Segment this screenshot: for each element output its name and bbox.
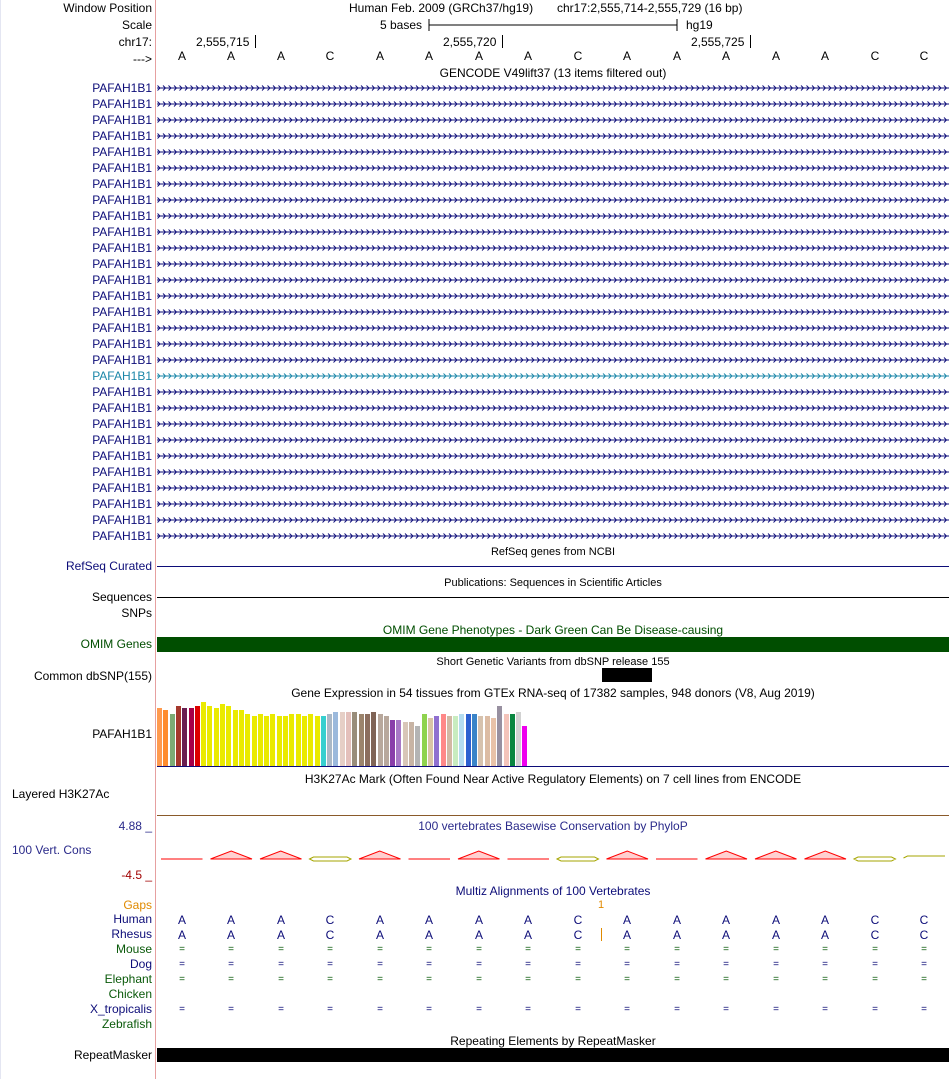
multiz-aligned-base: C (919, 913, 929, 927)
dbsnp-title: Short Genetic Variants from dbSNP release 155 (436, 656, 670, 668)
multiz-match-mark: = (872, 974, 878, 985)
gtex-tissue-bar[interactable] (157, 708, 162, 766)
gencode-transcript-label[interactable]: PAFAH1B1 (92, 465, 152, 479)
gtex-tissue-bar[interactable] (170, 714, 175, 766)
gtex-tissue-bar[interactable] (459, 714, 464, 766)
sequence-base: A (276, 49, 285, 63)
sequence-base: A (226, 49, 235, 63)
multiz-match-mark: = (773, 1004, 779, 1015)
gencode-transcript[interactable] (157, 208, 949, 224)
multiz-match-mark: = (921, 959, 927, 970)
multiz-match-mark: = (228, 1004, 234, 1015)
repeatmasker-title: Repeating Elements by RepeatMasker (450, 1034, 656, 1048)
gencode-transcript-label[interactable]: PAFAH1B1 (92, 513, 152, 527)
chrom-label: chr17: (118, 35, 152, 49)
gencode-transcript[interactable] (157, 448, 949, 464)
ruler-tick-label: 2,555,725 (691, 35, 745, 49)
multiz-match-mark: = (624, 974, 630, 985)
multiz-match-mark: = (377, 1004, 383, 1015)
multiz-match-mark: = (476, 944, 482, 955)
multiz-match-mark: = (822, 974, 828, 985)
multiz-aligned-base: A (622, 928, 631, 942)
multiz-match-mark: = (426, 1004, 432, 1015)
multiz-match-mark: = (327, 944, 333, 955)
gencode-transcript[interactable] (157, 96, 949, 112)
gtex-tissue-bar[interactable] (522, 726, 527, 766)
multiz-match-mark: = (228, 959, 234, 970)
phylop-base-score (557, 857, 599, 861)
db-text: hg19 (686, 18, 713, 32)
multiz-aligned-base: A (820, 928, 829, 942)
multiz-match-mark: = (773, 959, 779, 970)
multiz-aligned-base: A (177, 928, 186, 942)
multiz-match-mark: = (179, 959, 185, 970)
gtex-tissue-bar[interactable] (409, 722, 414, 766)
gtex-tissue-bar[interactable] (258, 714, 263, 766)
gtex-tissue-bar[interactable] (239, 710, 244, 766)
multiz-match-mark: = (525, 944, 531, 955)
multiz-match-mark: = (278, 1004, 284, 1015)
gtex-tissue-bar[interactable] (516, 712, 521, 766)
gtex-tissue-bar[interactable] (233, 710, 238, 766)
multiz-match-mark: = (476, 974, 482, 985)
scale-label: Scale (121, 18, 152, 32)
multiz-aligned-base: A (375, 928, 384, 942)
multiz-species-label[interactable]: Dog (129, 957, 152, 971)
position-text[interactable]: chr17:2,555,714-2,555,729 (16 bp) (557, 1, 743, 15)
sequence-base: A (375, 49, 384, 63)
multiz-match-mark: = (872, 1004, 878, 1015)
multiz-match-mark: = (723, 1004, 729, 1015)
snps-label[interactable]: SNPs (121, 606, 152, 620)
gtex-tissue-bar[interactable] (403, 722, 408, 766)
gencode-transcript[interactable] (157, 176, 949, 192)
gtex-tissue-bar[interactable] (441, 714, 446, 766)
sequence-base: C (573, 49, 583, 63)
phylop-base-score (607, 851, 649, 859)
gtex-tissue-bar[interactable] (296, 714, 301, 766)
gencode-transcript[interactable] (157, 288, 949, 304)
gencode-transcript-label[interactable]: PAFAH1B1 (92, 177, 152, 191)
sequence-base: A (622, 49, 631, 63)
multiz-match-mark: = (575, 944, 581, 955)
multiz-match-mark: = (723, 974, 729, 985)
multiz-aligned-base: C (325, 913, 335, 927)
phylop-base-score (211, 851, 253, 859)
multiz-match-mark: = (723, 944, 729, 955)
repeatmasker-label[interactable]: RepeatMasker (73, 1048, 152, 1062)
ruler-tick-label: 2,555,715 (196, 35, 250, 49)
sequence-base: A (820, 49, 829, 63)
gencode-transcript[interactable] (157, 224, 949, 240)
gencode-transcript[interactable] (157, 512, 949, 528)
gencode-transcript[interactable] (157, 80, 949, 96)
gtex-tissue-bar[interactable] (315, 716, 320, 766)
gencode-transcript[interactable] (157, 480, 949, 496)
dbsnp-variant[interactable] (602, 668, 652, 682)
scale-text: 5 bases (380, 18, 423, 32)
gtex-title: Gene Expression in 54 tissues from GTEx RNA-seq of 17382 samples, 948 donors (V8, Aug 2019) (291, 686, 815, 700)
multiz-aligned-base: A (226, 913, 235, 927)
sequence-base: A (721, 49, 730, 63)
multiz-match-mark: = (278, 974, 284, 985)
multiz-match-mark: = (476, 959, 482, 970)
phylop-wiggle[interactable] (157, 845, 949, 865)
multiz-match-mark: = (624, 944, 630, 955)
gtex-tissue-bar[interactable] (245, 714, 250, 766)
sequence-base: A (474, 49, 483, 63)
gtex-tissue-bar[interactable] (283, 716, 288, 766)
phylop-base-score (260, 851, 302, 859)
gencode-transcript[interactable] (157, 464, 949, 480)
gencode-transcript-label[interactable]: PAFAH1B1 (92, 305, 152, 319)
gencode-transcript-label[interactable]: PAFAH1B1 (92, 337, 152, 351)
multiz-match-mark: = (624, 959, 630, 970)
gtex-tissue-bar[interactable] (422, 714, 427, 766)
multiz-aligned-base: A (474, 913, 483, 927)
gencode-transcript[interactable] (157, 256, 949, 272)
gencode-transcript-label[interactable]: PAFAH1B1 (92, 273, 152, 287)
gencode-transcript-label[interactable]: PAFAH1B1 (92, 385, 152, 399)
gaps-label: Gaps (123, 898, 152, 912)
multiz-match-mark: = (674, 959, 680, 970)
gencode-transcript-label[interactable]: PAFAH1B1 (92, 529, 152, 543)
gencode-transcript-label[interactable]: PAFAH1B1 (92, 193, 152, 207)
gtex-tissue-bar[interactable] (472, 714, 477, 766)
multiz-match-mark: = (921, 974, 927, 985)
multiz-species-label[interactable]: Chicken (108, 987, 152, 1001)
gencode-transcript[interactable] (157, 336, 949, 352)
gtex-tissue-bar[interactable] (321, 716, 326, 766)
multiz-match-mark: = (377, 959, 383, 970)
gencode-transcript-label[interactable]: PAFAH1B1 (92, 225, 152, 239)
multiz-species-label[interactable]: X_tropicalis (89, 1002, 152, 1016)
gencode-transcript[interactable] (157, 416, 949, 432)
multiz-aligned-base: C (573, 913, 583, 927)
gtex-tissue-bar[interactable] (447, 716, 452, 766)
gencode-transcript-label[interactable]: PAFAH1B1 (92, 145, 152, 159)
gtex-tissue-bar[interactable] (201, 702, 206, 766)
gencode-transcript[interactable] (157, 320, 949, 336)
gtex-tissue-bar[interactable] (396, 720, 401, 766)
multiz-match-mark: = (327, 959, 333, 970)
gencode-transcript-label[interactable]: PAFAH1B1 (92, 417, 152, 431)
multiz-match-mark: = (674, 974, 680, 985)
gtex-tissue-bar[interactable] (189, 708, 194, 766)
gencode-transcript-label[interactable]: PAFAH1B1 (92, 161, 152, 175)
refseq-label[interactable]: RefSeq Curated (65, 559, 152, 573)
omim-title: OMIM Gene Phenotypes - Dark Green Can Be Disease-causing (382, 623, 724, 637)
multiz-title: Multiz Alignments of 100 Vertebrates (455, 884, 651, 898)
gtex-tissue-bar[interactable] (277, 716, 282, 766)
sequence-base: C (870, 49, 880, 63)
refseq-title: RefSeq genes from NCBI (490, 546, 616, 558)
sequence-base: C (325, 49, 335, 63)
multiz-match-mark: = (624, 1004, 630, 1015)
multiz-aligned-base: A (771, 913, 780, 927)
multiz-aligned-base: C (573, 928, 583, 942)
gencode-transcript-label[interactable]: PAFAH1B1 (92, 433, 152, 447)
omim-label[interactable]: OMIM Genes (80, 637, 152, 651)
multiz-match-mark: = (674, 1004, 680, 1015)
phylop-base-score (805, 851, 847, 859)
multiz-match-mark: = (278, 959, 284, 970)
multiz-match-mark: = (377, 944, 383, 955)
multiz-match-mark: = (822, 959, 828, 970)
multiz-aligned-base: C (870, 913, 880, 927)
omim-bar[interactable] (157, 637, 949, 652)
gencode-transcript[interactable] (157, 272, 949, 288)
gtex-tissue-bar[interactable] (182, 708, 187, 766)
multiz-match-mark: = (179, 944, 185, 955)
gtex-tissue-bar[interactable] (163, 710, 168, 766)
multiz-match-mark: = (822, 1004, 828, 1015)
gtex-tissue-bar[interactable] (214, 708, 219, 766)
multiz-match-mark: = (179, 1004, 185, 1015)
gtex-tissue-bar[interactable] (434, 716, 439, 766)
gencode-transcript[interactable] (157, 400, 949, 416)
gencode-transcript-label[interactable]: PAFAH1B1 (92, 321, 152, 335)
sequence-base: C (919, 49, 929, 63)
gtex-tissue-bar[interactable] (485, 716, 490, 766)
phylop-title: 100 vertebrates Basewise Conservation by PhyloP (418, 819, 688, 833)
multiz-match-mark: = (674, 944, 680, 955)
repeatmasker-bar[interactable] (157, 1048, 949, 1062)
gencode-transcript-label[interactable]: PAFAH1B1 (92, 497, 152, 511)
gtex-tissue-bar[interactable] (478, 716, 483, 766)
phylop-base-score (706, 851, 748, 859)
multiz-match-mark: = (426, 944, 432, 955)
multiz-aligned-base: A (474, 928, 483, 942)
gtex-tissue-bar[interactable] (415, 726, 420, 766)
phylop-base-score (755, 851, 797, 859)
gtex-tissue-bar[interactable] (264, 716, 269, 766)
scale-bar (428, 17, 680, 33)
gencode-transcript-label[interactable]: PAFAH1B1 (92, 113, 152, 127)
gtex-tissue-bar[interactable] (302, 716, 307, 766)
multiz-match-mark: = (228, 974, 234, 985)
gtex-tissue-bar[interactable] (466, 714, 471, 766)
gencode-transcript[interactable] (157, 192, 949, 208)
assembly-text: Human Feb. 2009 (GRCh37/hg19) (349, 1, 534, 15)
gtex-tissue-bar[interactable] (340, 712, 345, 766)
multiz-match-mark: = (921, 1004, 927, 1015)
multiz-match-mark: = (575, 1004, 581, 1015)
publications-label[interactable]: Sequences (91, 590, 152, 604)
gtex-tissue-bar[interactable] (207, 706, 212, 766)
gtex-tissue-bar[interactable] (428, 718, 433, 766)
gencode-transcript[interactable] (157, 368, 949, 384)
gencode-transcript-label[interactable]: PAFAH1B1 (92, 97, 152, 111)
multiz-species-label[interactable]: Rhesus (111, 927, 152, 941)
gencode-transcript[interactable] (157, 144, 949, 160)
multiz-aligned-base: A (424, 928, 433, 942)
multiz-match-mark: = (525, 1004, 531, 1015)
rhesus-insertion-tick (601, 928, 602, 941)
multiz-aligned-base: A (375, 913, 384, 927)
multiz-match-mark: = (426, 974, 432, 985)
multiz-match-mark: = (476, 1004, 482, 1015)
gencode-transcript-label[interactable]: PAFAH1B1 (92, 481, 152, 495)
multiz-aligned-base: A (523, 913, 532, 927)
multiz-species-label[interactable]: Elephant (104, 972, 152, 986)
ruler-tick (502, 35, 503, 48)
gtex-tissue-bar[interactable] (510, 714, 515, 766)
phylop-base-score (458, 851, 500, 859)
gtex-label[interactable]: PAFAH1B1 (92, 727, 152, 741)
gtex-tissue-bar[interactable] (365, 714, 370, 766)
dbsnp-label[interactable]: Common dbSNP(155) (33, 669, 152, 683)
multiz-species-label[interactable]: Mouse (115, 942, 152, 956)
multiz-match-mark: = (525, 974, 531, 985)
multiz-match-mark: = (377, 974, 383, 985)
gtex-tissue-bar[interactable] (453, 716, 458, 766)
multiz-aligned-base: A (721, 913, 730, 927)
gtex-tissue-bar[interactable] (289, 714, 294, 766)
h3k27ac-label[interactable]: Layered H3K27Ac (12, 787, 110, 801)
gencode-transcript[interactable] (157, 304, 949, 320)
gencode-transcript-label[interactable]: PAFAH1B1 (92, 401, 152, 415)
gtex-tissue-bar[interactable] (504, 714, 509, 766)
sequence-base: A (424, 49, 433, 63)
gtex-tissue-bar[interactable] (359, 714, 364, 766)
multiz-aligned-base: A (771, 928, 780, 942)
gencode-transcript[interactable] (157, 128, 949, 144)
label-divider (155, 0, 156, 1079)
refseq-line[interactable] (157, 566, 949, 567)
gencode-transcript[interactable] (157, 352, 949, 368)
gtex-tissue-bar[interactable] (333, 712, 338, 766)
gtex-tissue-bar[interactable] (352, 712, 357, 766)
phylop-base-score (854, 857, 896, 861)
gencode-transcript-label[interactable]: PAFAH1B1 (92, 369, 152, 383)
multiz-match-mark: = (872, 959, 878, 970)
multiz-aligned-base: A (672, 913, 681, 927)
gtex-tissue-bar[interactable] (270, 714, 275, 766)
publications-title: Publications: Sequences in Scientific Articles (444, 577, 662, 589)
sequence-base: A (523, 49, 532, 63)
multiz-match-mark: = (575, 959, 581, 970)
multiz-match-mark: = (822, 944, 828, 955)
multiz-aligned-base: A (424, 913, 433, 927)
gtex-tissue-bar[interactable] (491, 718, 496, 766)
gencode-transcript-label[interactable]: PAFAH1B1 (92, 353, 152, 367)
gencode-transcript[interactable] (157, 160, 949, 176)
gencode-transcript[interactable] (157, 112, 949, 128)
multiz-aligned-base: A (820, 913, 829, 927)
multiz-species-label[interactable]: Zebrafish (101, 1017, 152, 1031)
gencode-title: GENCODE V49lift37 (13 items filtered out) (439, 66, 667, 80)
sequence-base: A (672, 49, 681, 63)
gtex-tissue-bar[interactable] (195, 706, 200, 766)
gtex-tissue-bar[interactable] (327, 714, 332, 766)
gtex-tissue-bar[interactable] (226, 706, 231, 766)
multiz-match-mark: = (228, 944, 234, 955)
phylop-min-label: -4.5 _ (121, 868, 152, 882)
window-position-label: Window Position (63, 1, 152, 15)
multiz-aligned-base: A (622, 913, 631, 927)
phylop-base-score (359, 851, 401, 859)
multiz-match-mark: = (773, 944, 779, 955)
multiz-match-mark: = (327, 974, 333, 985)
multiz-aligned-base: C (325, 928, 335, 942)
gencode-transcript[interactable] (157, 528, 949, 544)
multiz-match-mark: = (773, 974, 779, 985)
publications-line[interactable] (157, 597, 949, 598)
gtex-tissue-bar[interactable] (497, 706, 502, 766)
gap-marker: 1 (597, 899, 605, 911)
multiz-match-mark: = (872, 944, 878, 955)
strand-label: ---> (133, 52, 152, 66)
gencode-transcript-label[interactable]: PAFAH1B1 (92, 129, 152, 143)
gencode-transcript[interactable] (157, 240, 949, 256)
ruler-tick (750, 35, 751, 48)
multiz-aligned-base: A (276, 913, 285, 927)
multiz-aligned-base: A (276, 928, 285, 942)
multiz-match-mark: = (723, 959, 729, 970)
h3k27ac-title: H3K27Ac Mark (Often Found Near Active Regulatory Elements) on 7 cell lines from ENCODE (304, 772, 802, 786)
phylop-max-label: 4.88 _ (118, 819, 152, 833)
multiz-aligned-base: C (870, 928, 880, 942)
gencode-transcript[interactable] (157, 496, 949, 512)
multiz-match-mark: = (278, 944, 284, 955)
phylop-label[interactable]: 100 Vert. Cons (12, 843, 92, 857)
gtex-tissue-bar[interactable] (220, 704, 225, 766)
gencode-transcript-label[interactable]: PAFAH1B1 (92, 241, 152, 255)
gtex-tissue-bar[interactable] (308, 714, 313, 766)
multiz-aligned-base: A (523, 928, 532, 942)
multiz-aligned-base: C (919, 928, 929, 942)
gtex-tissue-bar[interactable] (384, 716, 389, 766)
gencode-transcript-label[interactable]: PAFAH1B1 (92, 81, 152, 95)
gtex-tissue-bar[interactable] (252, 716, 257, 766)
gencode-transcript-label[interactable]: PAFAH1B1 (92, 449, 152, 463)
h3k27ac-signal[interactable] (157, 815, 949, 816)
multiz-match-mark: = (179, 974, 185, 985)
gencode-transcript-label[interactable]: PAFAH1B1 (92, 289, 152, 303)
multiz-match-mark: = (327, 1004, 333, 1015)
gencode-transcript[interactable] (157, 432, 949, 448)
sequence-base: A (177, 49, 186, 63)
multiz-match-mark: = (525, 959, 531, 970)
multiz-match-mark: = (575, 974, 581, 985)
multiz-aligned-base: A (177, 913, 186, 927)
gtex-tissue-bar[interactable] (378, 714, 383, 766)
ruler-tick-label: 2,555,720 (443, 35, 497, 49)
gtex-tissue-bar[interactable] (176, 706, 181, 766)
multiz-aligned-base: A (721, 928, 730, 942)
gtex-tissue-bar[interactable] (346, 712, 351, 766)
gtex-tissue-bar[interactable] (371, 712, 376, 766)
gencode-transcript-label[interactable]: PAFAH1B1 (92, 209, 152, 223)
multiz-aligned-base: A (226, 928, 235, 942)
ruler-tick (255, 35, 256, 48)
phylop-base-score (904, 856, 946, 858)
gtex-baseline (157, 766, 949, 767)
gencode-transcript-label[interactable]: PAFAH1B1 (92, 257, 152, 271)
multiz-species-label[interactable]: Human (113, 912, 152, 926)
multiz-match-mark: = (921, 944, 927, 955)
sequence-base: A (771, 49, 780, 63)
gtex-tissue-bar[interactable] (390, 720, 395, 766)
multiz-match-mark: = (426, 959, 432, 970)
gencode-transcript[interactable] (157, 384, 949, 400)
multiz-aligned-base: A (672, 928, 681, 942)
phylop-base-score (310, 857, 352, 861)
